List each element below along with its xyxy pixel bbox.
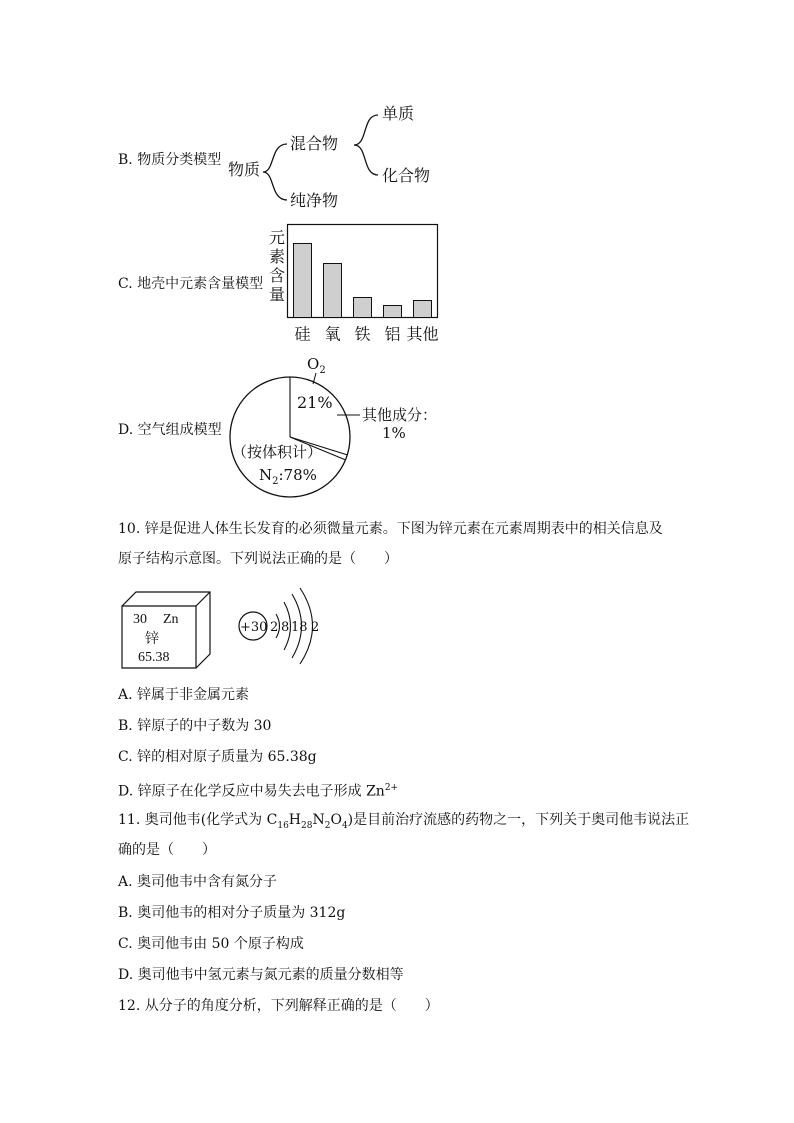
bar-铝: [384, 306, 402, 318]
x-tick-label: 铝: [384, 324, 401, 344]
ylabel-char: 元: [268, 228, 285, 247]
q10-option-d-text: D. 锌原子在化学反应中易失去电子形成 Zn: [118, 783, 385, 800]
q10-line2: 原子结构示意图。下列说法正确的是（ ）: [118, 551, 398, 567]
formula-subscript: 2: [324, 820, 331, 831]
formula-element: H: [288, 812, 302, 828]
tree-branch-pure: 纯净物: [290, 191, 339, 210]
formula-subscript: 16: [277, 820, 289, 831]
bar-chart: [287, 222, 447, 347]
q11-line1-prefix: 11. 奥司他韦(化学式为 C: [118, 812, 278, 828]
tree-branch-mixture: 混合物: [290, 134, 339, 153]
nucleus-charge: +30: [240, 620, 268, 635]
shell-electrons: 2: [311, 620, 320, 635]
option-d-label: D. 空气组成模型: [118, 422, 222, 438]
other-percent: 1%: [382, 424, 406, 442]
formula-subscript: 28: [301, 820, 313, 831]
x-tick-label: 铁: [354, 324, 371, 344]
x-tick-label: 硅: [294, 324, 311, 344]
q11-line2: 确的是（ ）: [118, 842, 216, 858]
chart-ylabel: [267, 228, 287, 304]
tree-root: 物质: [228, 160, 261, 179]
atomic-number: 30: [133, 612, 147, 627]
o2-percent: 21%: [297, 393, 333, 412]
pie-chart: [225, 352, 465, 502]
q10-option-a[interactable]: A. 锌属于非金属元素: [118, 687, 250, 703]
q11-option-b[interactable]: B. 奥司他韦的相对分子质量为 312g: [118, 905, 346, 921]
q11-option-d[interactable]: D. 奥司他韦中氢元素与氮元素的质量分数相等: [118, 967, 404, 983]
formula-subscript: 4: [341, 820, 348, 831]
tree-leaf-compound: 化合物: [382, 166, 431, 185]
q11-option-a[interactable]: A. 奥司他韦中含有氮分子: [118, 874, 278, 890]
option-c-label: C. 地壳中元素含量模型: [118, 276, 264, 292]
x-tick-label: 其他: [406, 324, 439, 344]
option-b-label: B. 物质分类模型: [118, 152, 222, 168]
q10-line1: 10. 锌是促进人体生长发育的必须微量元素。下图为锌元素在元素周期表中的相关信息及: [118, 521, 663, 537]
ylabel-char: 量: [268, 285, 285, 304]
ylabel-char: 含: [268, 266, 285, 285]
o2-label: $O_2$: [307, 355, 326, 376]
q11-line1-suffix: )是目前治疗流感的药物之一，下列关于奥司他韦说法正: [347, 812, 690, 828]
atom-structure-diagram: [236, 586, 326, 666]
shell-electrons: 2: [270, 620, 279, 635]
other-label: 其他成分：: [362, 406, 438, 424]
tree-leaf-element: 单质: [382, 104, 415, 123]
q11-option-c[interactable]: C. 奥司他韦由 50 个原子构成: [118, 936, 304, 952]
zn-charge-superscript: 2+: [384, 783, 399, 793]
q10-option-b[interactable]: B. 锌原子的中子数为 30: [118, 718, 272, 734]
ylabel-char: 素: [268, 247, 285, 266]
x-tick-label: 氧: [324, 324, 341, 344]
element-name: 锌: [145, 631, 159, 647]
bar-硅: [294, 244, 312, 318]
bar-其他: [414, 301, 432, 318]
bar-氧: [324, 264, 342, 318]
atomic-mass: 65.38: [138, 650, 170, 665]
shell-electrons: 18: [291, 620, 308, 635]
n2-label: $N_2:78\%$: [259, 466, 317, 487]
bar-铁: [354, 298, 372, 318]
formula-element: N: [312, 812, 325, 828]
by-volume-note: （按体积计）: [232, 443, 323, 461]
q11-line1: [118, 811, 689, 835]
q10-option-c[interactable]: C. 锌的相对原子质量为 65.38g: [118, 749, 317, 765]
formula-element: O: [330, 812, 342, 828]
shell-electrons: 8: [281, 620, 290, 635]
q10-option-d[interactable]: [118, 779, 398, 801]
q12-line1: 12. 从分子的角度分析，下列解释正确的是（ ）: [118, 998, 439, 1014]
element-symbol: Zn: [163, 612, 179, 627]
